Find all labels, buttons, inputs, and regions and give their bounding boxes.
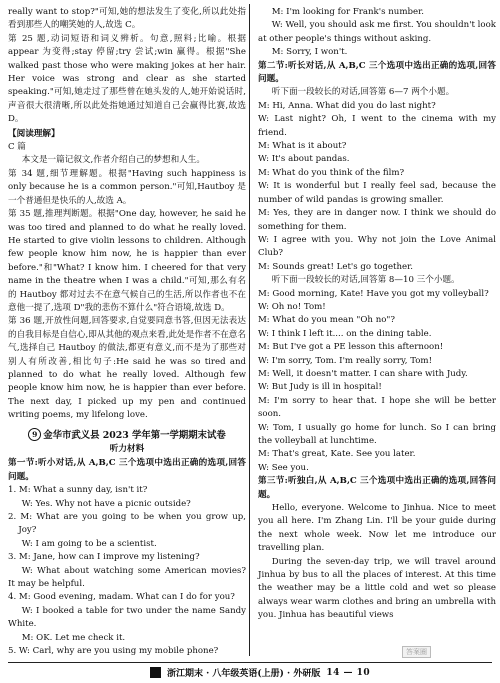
- text-paragraph: W: Well, you should ask me first. You shouldn't look at other people's things without asking.: [258, 20, 496, 44]
- text-paragraph: 第 34 题,细节理解题。根据"Having such happiness is only because he is a common person."可知,Hautboy 是一个普通但是快乐的人,故选 A。: [8, 168, 246, 206]
- text-paragraph: Hello, everyone. Welcome to Jinhua. Nice to meet you all here. I'm Zhang Lin. I'll be your guide during the next whole week. Now let me introduce our travelling plan.: [258, 503, 496, 554]
- exam-title: [8, 428, 246, 442]
- text-paragraph: W: It is wonderful but I really feel sad, because the number of wild pandas is growing smaller.: [258, 181, 496, 205]
- text-paragraph: W: See you.: [258, 462, 309, 473]
- text-paragraph: 【阅读理解】: [8, 128, 60, 139]
- text-paragraph: W: I'm sorry, Tom. I'm really sorry, Tom!: [258, 355, 433, 366]
- text-paragraph: M: I'm sorry to hear that. I hope she will be better soon.: [258, 395, 496, 420]
- page-footer: [0, 662, 500, 682]
- text-paragraph: 本文是一篇记叙文,作者介绍自己的梦想和人生。: [21, 155, 205, 166]
- text-paragraph: W: I booked a table for two under the name Sandy White.: [8, 605, 246, 630]
- text-paragraph: W: I think I left it.... on the dining table.: [258, 328, 432, 339]
- text-paragraph: W: But Judy is ill in hospital!: [258, 382, 382, 393]
- text-paragraph: M: What do you think of the film?: [258, 167, 405, 178]
- section-heading: 第三节:听独白,从 A,B,C 三个选项中选出正确的选项,回答问题。: [258, 476, 496, 500]
- section-heading: 第一节:听小对话,从 A,B,C 三个选项中选出正确的选项,回答问题。: [8, 458, 246, 482]
- text-paragraph: W: I am going to be a scientist.: [21, 538, 157, 549]
- watermark: 答案圈: [402, 646, 431, 658]
- text-paragraph: W: Oh no! Tom!: [258, 301, 326, 312]
- text-paragraph: 第 25 题,动词短语和词义辨析。句意,照料;比喻。根据 appear 为变得;stay 停留;try 尝试;win 赢得。根据"She walked past those who were making jokes at her hair. Her voice was strong and clear as she started speaking."可知,她走过了那些曾在她头发的人,她开始说话时,声音很大很清晰,所以此处指她通过知道自己会赢得比赛,故选 D。: [8, 33, 246, 125]
- text-paragraph: W: I agree with you. Why not join the Love Animal Club?: [258, 234, 496, 259]
- page-number: 14 — 10: [326, 667, 371, 678]
- text-paragraph: W: Last night? Oh, I went to the cinema with my friend.: [258, 114, 496, 138]
- text-paragraph: M: Good morning, Kate! Have you got my volleyball?: [258, 288, 489, 299]
- text-paragraph: W: What about watching some American movies? It may be helpful.: [8, 565, 246, 590]
- footer-title: 浙江期末 · 八年级英语(上册) · 外研版: [167, 669, 321, 679]
- text-paragraph: 第 35 题,推理判断题。根据"One day, however, he said he was too tired and planned to do what he really loved. He started to give violin lessons to children. Although few people know him now, he is happier than ever before."和"What? I know him. I cheered for that very name in the theatre when I was a child."可知,那么有名的 Hautboy 都对过去不在意气候自己的生活,所以作者也不在意他一提了,选项 D"我的悲伤不算什么"符合语境,故选 D。: [8, 209, 246, 313]
- text-paragraph: M: OK. Let me check it.: [21, 632, 126, 643]
- right-column: [258, 6, 496, 623]
- text-paragraph: M: Yes, they are in danger now. I think we should do something for them.: [258, 208, 496, 232]
- section-heading: 听力材料: [109, 444, 145, 454]
- text-paragraph: 听下面一段较长的对话,回答第 6—7 两个小题。: [271, 87, 455, 98]
- text-paragraph: During the seven-day trip, we will travel around Jinhua by bus to all the places of interest. At this time the weather may be a little cold and wet so please always wear warm clothes and bring an umbrella with you. Jinhua has beautiful views: [258, 556, 496, 621]
- text-paragraph: 1. M: What a sunny day, isn't it?: [8, 485, 148, 496]
- text-paragraph: M: Well, it doesn't matter. I can share with Judy.: [258, 368, 468, 379]
- column-divider: [249, 4, 250, 656]
- text-paragraph: M: But I've got a PE lesson this afternoon!: [258, 342, 444, 353]
- text-paragraph: 5. W: Carl, why are you using my mobile phone?: [8, 646, 219, 657]
- text-paragraph: 3. M: Jane, how can I improve my listening?: [8, 552, 200, 563]
- text-paragraph: 第 36 题,开放性问题,回答要求,自觉要同意书答,但因无法表达的自我目标是自信心,即从其他的观点来看,此处是作者不在意名气,选择自己 Hautboy 的做法,都更有意义,而不是为了那些对别人有所改善,相比句子:He said he was so tired and planned to do what he really loved. Although few people know him now, he is happier than ever before. The next day, I picked up my pen and continued writing poems, my lifelong love.: [8, 316, 246, 421]
- text-paragraph: C 篇: [8, 142, 26, 153]
- text-paragraph: W: Yes. Why not have a picnic outside?: [21, 498, 191, 509]
- text-paragraph: W: Tom, I usually go home for lunch. So I can bring the volleyball at lunchtime.: [258, 422, 496, 446]
- text-paragraph: M: Hi, Anna. What did you do last night?: [258, 100, 436, 111]
- text-paragraph: 4. M: Good evening, madam. What can I do for you?: [8, 592, 235, 603]
- text-paragraph: M: That's great, Kate. See you later.: [258, 449, 416, 460]
- text-paragraph: 2. M: What are you going to be when you grow up, Joy?: [8, 512, 246, 536]
- text-paragraph: M: I'm looking for Frank's number.: [271, 7, 424, 17]
- text-paragraph: really want to stop?"可知,她的想法发生了变化,所以此处指看到那些人的嘲笑她的人,故选 C。: [8, 7, 246, 31]
- section-heading: 第二节:听长对话,从 A,B,C 三个选项中选出正确的选项,回答问题。: [258, 60, 496, 85]
- left-column: [8, 6, 246, 659]
- text-paragraph: 听下面一段较长的对话,回答第 8—10 三个小题。: [271, 275, 460, 286]
- exam-title-text: 金华市武义县 2023 学年第一学期期末试卷: [43, 429, 226, 441]
- exam-number-badge: 9: [28, 428, 41, 441]
- footer-rule: [8, 662, 492, 663]
- text-paragraph: M: Sorry, I won't.: [271, 47, 348, 58]
- book-logo-icon: [150, 667, 161, 678]
- text-paragraph: M: What is it about?: [258, 141, 347, 152]
- text-paragraph: W: It's about pandas.: [258, 154, 350, 165]
- text-paragraph: M: Sounds great! Let's go together.: [258, 261, 413, 272]
- spacer: [8, 423, 246, 425]
- text-paragraph: M: What do you mean "Oh no"?: [258, 315, 395, 326]
